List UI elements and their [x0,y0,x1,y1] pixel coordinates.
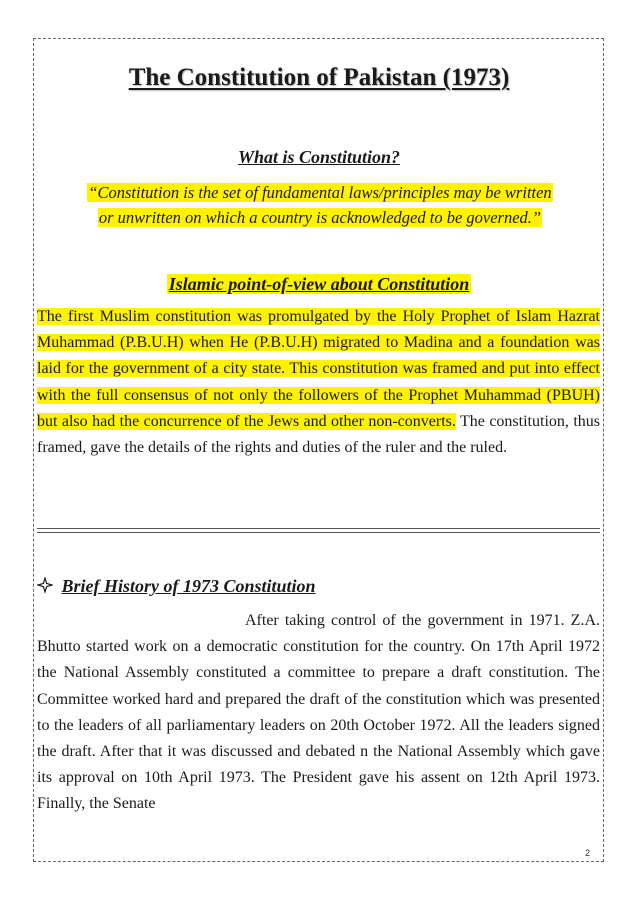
islamic-heading [0,272,638,296]
document-title: The Constitution of Pakistan (1973) [128,64,510,91]
history-heading-text: Brief History of 1973 Constitution [61,576,316,596]
four-point-star-icon [37,576,58,596]
page-number: 2 [585,848,591,858]
history-heading [37,573,316,599]
quote-line-1: “Constitution is the set of fundamental laws/principles may be written [88,183,552,202]
islamic-highlighted-text: The first Muslim constitution was promulgated by the Holy Prophet of Islam Hazrat Muhammad (P.B.U.H) when He (P.B.U.H) migrated to Madina and a foundation was laid for the government of a city state. This constitution was framed and put into effect with the full consensus of not only the followers of the Prophet Muhammad (PBUH) but also had the concurrence of the Jews and other non-converts. [37,308,600,430]
islamic-heading-text: Islamic point-of-view about Constitution [168,274,470,294]
quote-line-2: or unwritten on which a country is acknowledged to be governed.” [98,208,542,227]
history-paragraph [37,608,600,818]
history-text: After taking control of the government in 1971. Z.A. Bhutto started work on a democratic constitution for the country. On 17th April 1972 the National Assembly constituted a committee to prepare a draft constitution. The Committee worked hard and prepared the draft of the constitution which was presented to the leaders of all parliamentary leaders on 20th October 1972. All the leaders signed the draft. After that it was discussed and debated n the National Assembly which gave its approval on 10th April 1973. The President gave his assent on 12th April 1973. Finally, the Senate [37,612,600,813]
definition-quote [44,180,596,230]
divider-line-bottom [37,532,600,533]
islamic-paragraph [37,304,600,461]
definition-heading: What is Constitution? [237,147,401,167]
divider-line-top [37,528,600,529]
islamic-rest-text: The constitution, thus framed, gave the details of the rights and duties of the ruler and the ruled. [37,412,600,457]
